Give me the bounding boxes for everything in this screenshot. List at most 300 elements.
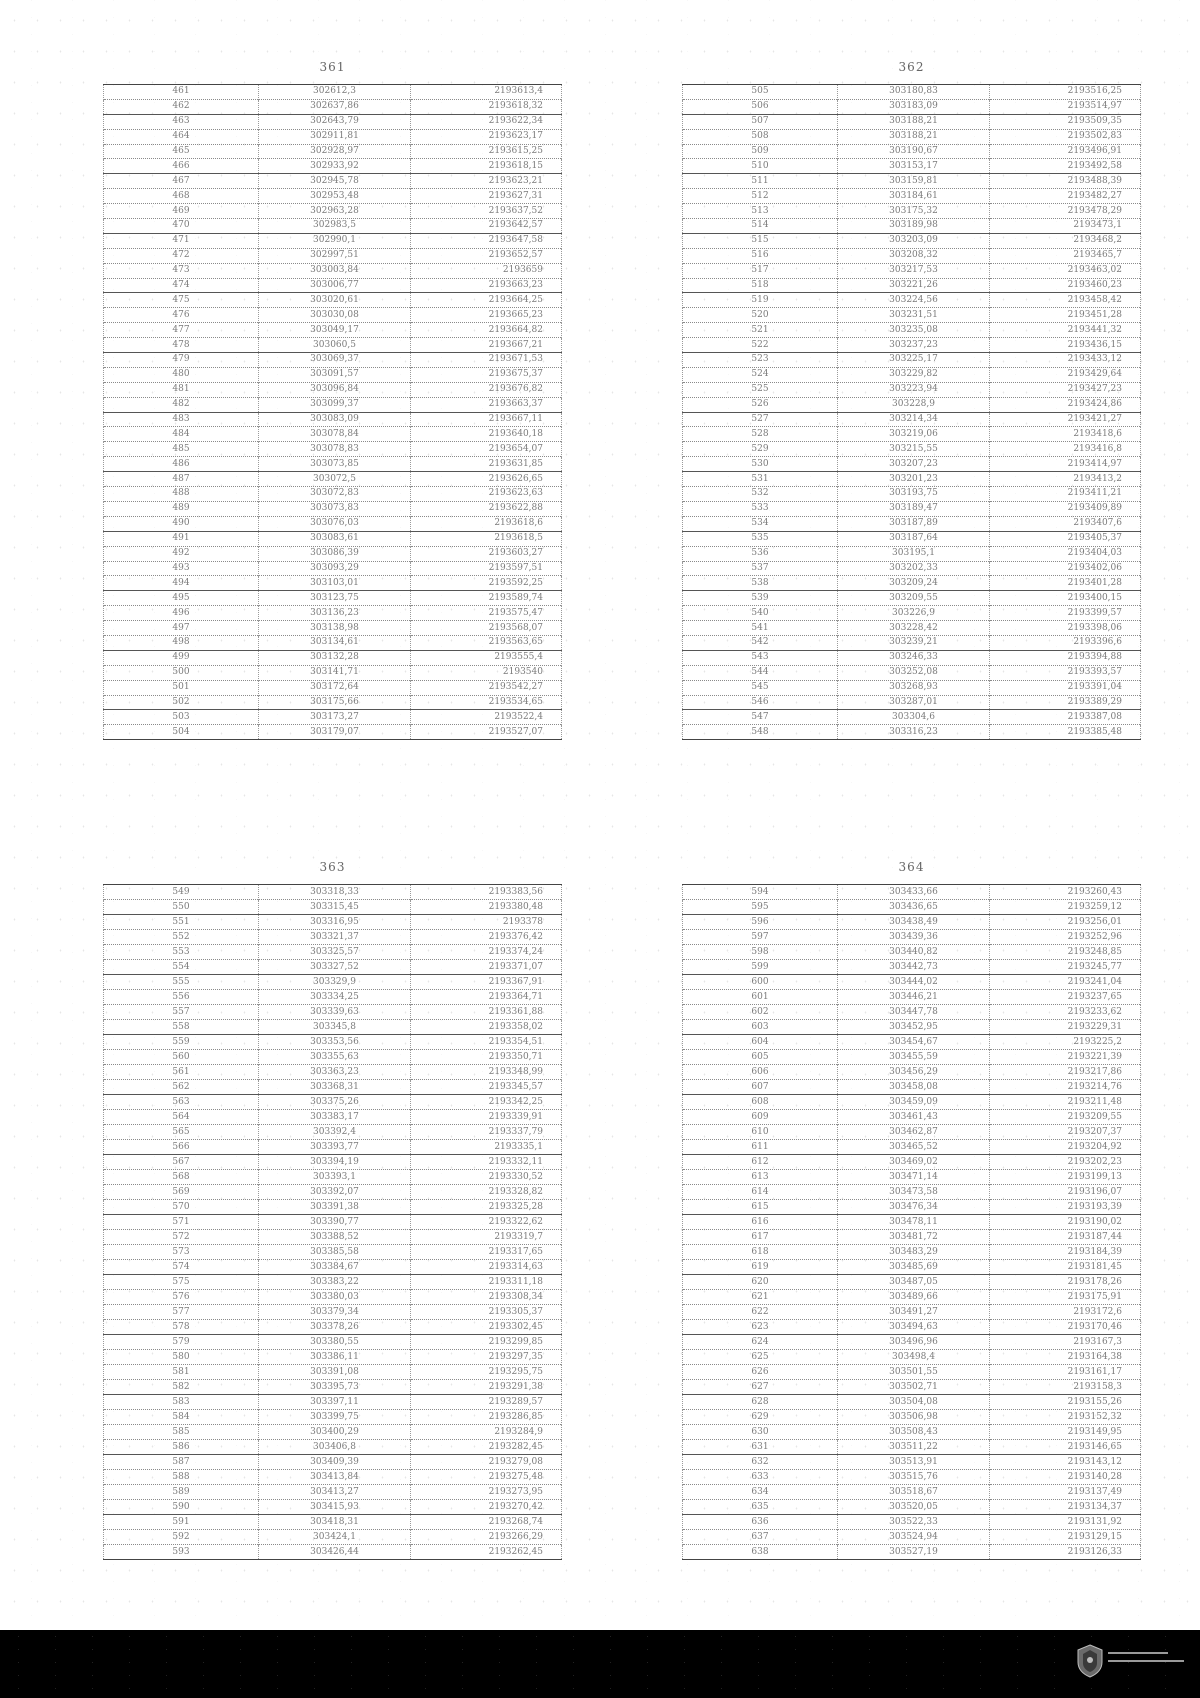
y-coordinate-cell: 2193328,82 [411, 1185, 562, 1200]
point-number-cell: 627 [683, 1380, 838, 1395]
y-coordinate-cell: 2193516,25 [990, 85, 1141, 100]
x-coordinate-cell: 303203,09 [838, 233, 990, 248]
y-coordinate-cell: 2193164,38 [990, 1350, 1141, 1365]
point-number-cell: 462 [104, 99, 259, 114]
y-coordinate-cell: 2193211,48 [990, 1095, 1141, 1110]
point-number-cell: 633 [683, 1470, 838, 1485]
point-number-cell: 638 [683, 1545, 838, 1560]
y-coordinate-cell: 2193241,04 [990, 975, 1141, 990]
point-number-cell: 477 [104, 323, 259, 338]
point-number-cell: 524 [683, 367, 838, 382]
y-coordinate-cell: 2193627,31 [411, 189, 562, 204]
y-coordinate-cell: 2193492,58 [990, 159, 1141, 174]
table-row [104, 129, 562, 144]
table-row [104, 1380, 562, 1395]
y-coordinate-cell: 2193348,99 [411, 1065, 562, 1080]
page-number: 362 [898, 60, 925, 74]
table-row [104, 1425, 562, 1440]
table-row [104, 204, 562, 219]
point-number-cell: 579 [104, 1335, 259, 1350]
table-row [104, 1140, 562, 1155]
x-coordinate-cell: 303390,77 [259, 1215, 411, 1230]
table-row [683, 114, 1141, 129]
x-coordinate-cell: 303078,83 [259, 442, 411, 457]
point-number-cell: 516 [683, 248, 838, 263]
y-coordinate-cell: 2193289,57 [411, 1395, 562, 1410]
table-row [104, 1530, 562, 1545]
x-coordinate-cell: 303522,33 [838, 1515, 990, 1530]
point-number-cell: 510 [683, 159, 838, 174]
table-row [683, 174, 1141, 189]
x-coordinate-cell: 303454,67 [838, 1035, 990, 1050]
point-number-cell: 567 [104, 1155, 259, 1170]
point-number-cell: 555 [104, 975, 259, 990]
x-coordinate-cell: 303527,19 [838, 1545, 990, 1560]
table-row [683, 665, 1141, 680]
point-number-cell: 565 [104, 1125, 259, 1140]
point-number-cell: 612 [683, 1155, 838, 1170]
y-coordinate-cell: 2193626,65 [411, 472, 562, 487]
table-row [104, 960, 562, 975]
y-coordinate-cell: 2193273,95 [411, 1485, 562, 1500]
table-row [104, 323, 562, 338]
table-row [683, 1215, 1141, 1230]
page-block-361 [103, 50, 562, 740]
table-row [683, 621, 1141, 636]
table-row [104, 1095, 562, 1110]
x-coordinate-cell: 303392,07 [259, 1185, 411, 1200]
y-coordinate-cell: 2193667,11 [411, 412, 562, 427]
x-coordinate-cell: 303091,57 [259, 367, 411, 382]
point-number-cell: 461 [104, 85, 259, 100]
table-row [683, 1290, 1141, 1305]
x-coordinate-cell: 303392,4 [259, 1125, 411, 1140]
y-coordinate-cell: 2193555,4 [411, 650, 562, 665]
table-row [683, 516, 1141, 531]
point-number-cell: 570 [104, 1200, 259, 1215]
point-number-cell: 602 [683, 1005, 838, 1020]
coordinate-table-body [104, 885, 562, 1560]
y-coordinate-cell: 2193317,65 [411, 1245, 562, 1260]
x-coordinate-cell: 303439,36 [838, 930, 990, 945]
x-coordinate-cell: 303355,63 [259, 1050, 411, 1065]
point-number-cell: 466 [104, 159, 259, 174]
table-row [104, 975, 562, 990]
table-row [683, 680, 1141, 695]
y-coordinate-cell: 2193592,25 [411, 576, 562, 591]
table-row [104, 427, 562, 442]
point-number-cell: 496 [104, 606, 259, 621]
point-number-cell: 595 [683, 900, 838, 915]
y-coordinate-cell: 2193268,74 [411, 1515, 562, 1530]
y-coordinate-cell: 2193187,44 [990, 1230, 1141, 1245]
y-coordinate-cell: 2193647,58 [411, 233, 562, 248]
y-coordinate-cell: 2193354,51 [411, 1035, 562, 1050]
x-coordinate-cell: 302997,51 [259, 248, 411, 263]
y-coordinate-cell: 2193622,34 [411, 114, 562, 129]
table-row [104, 1065, 562, 1080]
y-coordinate-cell: 2193416,8 [990, 442, 1141, 457]
y-coordinate-cell: 2193364,71 [411, 990, 562, 1005]
y-coordinate-cell: 2193391,04 [990, 680, 1141, 695]
x-coordinate-cell: 303456,29 [838, 1065, 990, 1080]
y-coordinate-cell: 2193339,91 [411, 1110, 562, 1125]
y-coordinate-cell: 2193322,62 [411, 1215, 562, 1230]
x-coordinate-cell: 302928,97 [259, 144, 411, 159]
y-coordinate-cell: 2193482,27 [990, 189, 1141, 204]
x-coordinate-cell: 303481,72 [838, 1230, 990, 1245]
x-coordinate-cell: 303520,05 [838, 1500, 990, 1515]
point-number-cell: 499 [104, 650, 259, 665]
point-number-cell: 521 [683, 323, 838, 338]
point-number-cell: 469 [104, 204, 259, 219]
point-number-cell: 621 [683, 1290, 838, 1305]
x-coordinate-cell: 303339,63 [259, 1005, 411, 1020]
table-row [683, 1545, 1141, 1560]
y-coordinate-cell: 2193297,35 [411, 1350, 562, 1365]
scan-footer-band [0, 1630, 1200, 1698]
table-row [104, 1515, 562, 1530]
point-number-cell: 605 [683, 1050, 838, 1065]
point-number-cell: 558 [104, 1020, 259, 1035]
table-row [104, 263, 562, 278]
point-number-cell: 543 [683, 650, 838, 665]
table-row [683, 487, 1141, 502]
y-coordinate-cell: 2193143,12 [990, 1455, 1141, 1470]
x-coordinate-cell: 303397,11 [259, 1395, 411, 1410]
y-coordinate-cell: 2193659 [411, 263, 562, 278]
x-coordinate-cell: 303444,02 [838, 975, 990, 990]
y-coordinate-cell: 2193380,48 [411, 900, 562, 915]
table-row [683, 975, 1141, 990]
x-coordinate-cell: 303006,77 [259, 278, 411, 293]
y-coordinate-cell: 2193534,65 [411, 695, 562, 710]
y-coordinate-cell: 2193374,24 [411, 945, 562, 960]
y-coordinate-cell: 2193385,48 [990, 725, 1141, 740]
point-number-cell: 569 [104, 1185, 259, 1200]
x-coordinate-cell: 303471,14 [838, 1170, 990, 1185]
point-number-cell: 618 [683, 1245, 838, 1260]
point-number-cell: 486 [104, 457, 259, 472]
table-row [683, 1395, 1141, 1410]
x-coordinate-cell: 303316,23 [838, 725, 990, 740]
table-row [683, 1185, 1141, 1200]
point-number-cell: 518 [683, 278, 838, 293]
x-coordinate-cell: 303201,23 [838, 472, 990, 487]
x-coordinate-cell: 303318,33 [259, 885, 411, 900]
y-coordinate-cell: 2193522,4 [411, 710, 562, 725]
point-number-cell: 465 [104, 144, 259, 159]
point-number-cell: 623 [683, 1320, 838, 1335]
coordinate-table [682, 84, 1141, 740]
x-coordinate-cell: 303060,5 [259, 338, 411, 353]
y-coordinate-cell: 2193509,35 [990, 114, 1141, 129]
y-coordinate-cell: 2193305,37 [411, 1305, 562, 1320]
x-coordinate-cell: 303209,24 [838, 576, 990, 591]
x-coordinate-cell: 303406,8 [259, 1440, 411, 1455]
y-coordinate-cell: 2193361,88 [411, 1005, 562, 1020]
point-number-cell: 615 [683, 1200, 838, 1215]
point-number-cell: 490 [104, 516, 259, 531]
y-coordinate-cell: 2193568,07 [411, 621, 562, 636]
y-coordinate-cell: 2193597,51 [411, 561, 562, 576]
x-coordinate-cell: 303123,75 [259, 591, 411, 606]
y-coordinate-cell: 2193260,43 [990, 885, 1141, 900]
x-coordinate-cell: 303513,91 [838, 1455, 990, 1470]
y-coordinate-cell: 2193140,28 [990, 1470, 1141, 1485]
table-row [104, 606, 562, 621]
y-coordinate-cell: 2193676,82 [411, 382, 562, 397]
table-row [104, 1080, 562, 1095]
coordinate-table [103, 84, 562, 740]
y-coordinate-cell: 2193383,56 [411, 885, 562, 900]
y-coordinate-cell: 2193404,03 [990, 546, 1141, 561]
y-coordinate-cell: 2193514,97 [990, 99, 1141, 114]
point-number-cell: 546 [683, 695, 838, 710]
y-coordinate-cell: 2193126,33 [990, 1545, 1141, 1560]
y-coordinate-cell: 2193308,34 [411, 1290, 562, 1305]
y-coordinate-cell: 2193345,57 [411, 1080, 562, 1095]
y-coordinate-cell: 2193654,07 [411, 442, 562, 457]
point-number-cell: 609 [683, 1110, 838, 1125]
point-number-cell: 527 [683, 412, 838, 427]
point-number-cell: 474 [104, 278, 259, 293]
page-block-362 [682, 50, 1141, 740]
point-number-cell: 539 [683, 591, 838, 606]
table-row [683, 561, 1141, 576]
table-row [683, 900, 1141, 915]
x-coordinate-cell: 303491,27 [838, 1305, 990, 1320]
table-row [683, 129, 1141, 144]
table-row [683, 650, 1141, 665]
y-coordinate-cell: 2193663,37 [411, 397, 562, 412]
point-number-cell: 470 [104, 219, 259, 234]
x-coordinate-cell: 303455,59 [838, 1050, 990, 1065]
table-row [683, 248, 1141, 263]
x-coordinate-cell: 303393,77 [259, 1140, 411, 1155]
point-number-cell: 628 [683, 1395, 838, 1410]
table-row [104, 85, 562, 100]
point-number-cell: 577 [104, 1305, 259, 1320]
x-coordinate-cell: 303325,57 [259, 945, 411, 960]
table-row [683, 930, 1141, 945]
table-row [104, 472, 562, 487]
table-row [104, 189, 562, 204]
point-number-cell: 598 [683, 945, 838, 960]
y-coordinate-cell: 2193613,4 [411, 85, 562, 100]
x-coordinate-cell: 303413,27 [259, 1485, 411, 1500]
coordinate-table [682, 884, 1141, 1560]
table-row [683, 591, 1141, 606]
y-coordinate-cell: 2193478,29 [990, 204, 1141, 219]
x-coordinate-cell: 303072,83 [259, 487, 411, 502]
point-number-cell: 626 [683, 1365, 838, 1380]
y-coordinate-cell: 2193256,01 [990, 915, 1141, 930]
table-row [104, 1125, 562, 1140]
table-row [683, 263, 1141, 278]
x-coordinate-cell: 303424,1 [259, 1530, 411, 1545]
point-number-cell: 517 [683, 263, 838, 278]
table-row [104, 1185, 562, 1200]
y-coordinate-cell: 2193396,6 [990, 635, 1141, 650]
table-row [104, 1215, 562, 1230]
table-row [104, 338, 562, 353]
table-row [104, 1500, 562, 1515]
x-coordinate-cell: 303446,21 [838, 990, 990, 1005]
y-coordinate-cell: 2193451,28 [990, 308, 1141, 323]
y-coordinate-cell: 2193170,46 [990, 1320, 1141, 1335]
table-row [683, 1065, 1141, 1080]
point-number-cell: 632 [683, 1455, 838, 1470]
x-coordinate-cell: 303385,58 [259, 1245, 411, 1260]
y-coordinate-cell: 2193405,37 [990, 531, 1141, 546]
x-coordinate-cell: 303078,84 [259, 427, 411, 442]
x-coordinate-cell: 303415,93 [259, 1500, 411, 1515]
table-row [104, 650, 562, 665]
table-row [683, 278, 1141, 293]
point-number-cell: 592 [104, 1530, 259, 1545]
x-coordinate-cell: 303489,66 [838, 1290, 990, 1305]
point-number-cell: 495 [104, 591, 259, 606]
x-coordinate-cell: 303175,66 [259, 695, 411, 710]
point-number-cell: 587 [104, 1455, 259, 1470]
point-number-cell: 533 [683, 501, 838, 516]
x-coordinate-cell: 302933,92 [259, 159, 411, 174]
point-number-cell: 522 [683, 338, 838, 353]
x-coordinate-cell: 303072,5 [259, 472, 411, 487]
point-number-cell: 593 [104, 1545, 259, 1560]
y-coordinate-cell: 2193389,29 [990, 695, 1141, 710]
table-row [104, 990, 562, 1005]
y-coordinate-cell: 2193376,42 [411, 930, 562, 945]
y-coordinate-cell: 2193488,39 [990, 174, 1141, 189]
y-coordinate-cell: 2193311,18 [411, 1275, 562, 1290]
x-coordinate-cell: 303511,22 [838, 1440, 990, 1455]
x-coordinate-cell: 303394,19 [259, 1155, 411, 1170]
x-coordinate-cell: 303093,29 [259, 561, 411, 576]
x-coordinate-cell: 303316,95 [259, 915, 411, 930]
point-number-cell: 590 [104, 1500, 259, 1515]
y-coordinate-cell: 2193371,07 [411, 960, 562, 975]
table-row [683, 308, 1141, 323]
x-coordinate-cell: 303329,9 [259, 975, 411, 990]
point-number-cell: 584 [104, 1410, 259, 1425]
table-row [104, 501, 562, 516]
x-coordinate-cell: 303003,84 [259, 263, 411, 278]
x-coordinate-cell: 303188,21 [838, 129, 990, 144]
y-coordinate-cell: 2193129,15 [990, 1530, 1141, 1545]
point-number-cell: 571 [104, 1215, 259, 1230]
table-row [104, 1545, 562, 1560]
table-row [104, 1470, 562, 1485]
point-number-cell: 608 [683, 1095, 838, 1110]
point-number-cell: 604 [683, 1035, 838, 1050]
x-coordinate-cell: 302637,86 [259, 99, 411, 114]
x-coordinate-cell: 303452,95 [838, 1020, 990, 1035]
y-coordinate-cell: 2193458,42 [990, 293, 1141, 308]
point-number-cell: 634 [683, 1485, 838, 1500]
table-row [683, 1440, 1141, 1455]
point-number-cell: 500 [104, 665, 259, 680]
x-coordinate-cell: 303231,51 [838, 308, 990, 323]
x-coordinate-cell: 303485,69 [838, 1260, 990, 1275]
table-row [683, 1155, 1141, 1170]
table-row [683, 1350, 1141, 1365]
x-coordinate-cell: 303447,78 [838, 1005, 990, 1020]
y-coordinate-cell: 2193589,74 [411, 591, 562, 606]
point-number-cell: 497 [104, 621, 259, 636]
table-row [683, 1515, 1141, 1530]
x-coordinate-cell: 303496,96 [838, 1335, 990, 1350]
y-coordinate-cell: 2193623,21 [411, 174, 562, 189]
x-coordinate-cell: 303459,09 [838, 1095, 990, 1110]
x-coordinate-cell: 303440,82 [838, 945, 990, 960]
y-coordinate-cell: 2193259,12 [990, 900, 1141, 915]
x-coordinate-cell: 303189,47 [838, 501, 990, 516]
point-number-cell: 576 [104, 1290, 259, 1305]
y-coordinate-cell: 2193618,32 [411, 99, 562, 114]
point-number-cell: 505 [683, 85, 838, 100]
x-coordinate-cell: 303465,52 [838, 1140, 990, 1155]
y-coordinate-cell: 2193237,65 [990, 990, 1141, 1005]
y-coordinate-cell: 2193527,07 [411, 725, 562, 740]
x-coordinate-cell: 303379,34 [259, 1305, 411, 1320]
point-number-cell: 551 [104, 915, 259, 930]
y-coordinate-cell: 2193540 [411, 665, 562, 680]
point-number-cell: 498 [104, 635, 259, 650]
point-number-cell: 585 [104, 1425, 259, 1440]
point-number-cell: 553 [104, 945, 259, 960]
point-number-cell: 503 [104, 710, 259, 725]
page-number: 363 [319, 860, 346, 874]
table-row [683, 472, 1141, 487]
table-row [104, 1155, 562, 1170]
point-number-cell: 515 [683, 233, 838, 248]
x-coordinate-cell: 303086,39 [259, 546, 411, 561]
point-number-cell: 506 [683, 99, 838, 114]
table-row [104, 710, 562, 725]
y-coordinate-cell: 2193414,97 [990, 457, 1141, 472]
x-coordinate-cell: 303442,73 [838, 960, 990, 975]
point-number-cell: 542 [683, 635, 838, 650]
point-number-cell: 545 [683, 680, 838, 695]
table-row [104, 1050, 562, 1065]
x-coordinate-cell: 303353,56 [259, 1035, 411, 1050]
point-number-cell: 619 [683, 1260, 838, 1275]
y-coordinate-cell: 2193202,23 [990, 1155, 1141, 1170]
y-coordinate-cell: 2193175,91 [990, 1290, 1141, 1305]
x-coordinate-cell: 303246,33 [838, 650, 990, 665]
x-coordinate-cell: 303388,52 [259, 1230, 411, 1245]
point-number-cell: 580 [104, 1350, 259, 1365]
x-coordinate-cell: 303073,85 [259, 457, 411, 472]
x-coordinate-cell: 303395,73 [259, 1380, 411, 1395]
table-row [104, 382, 562, 397]
x-coordinate-cell: 303327,52 [259, 960, 411, 975]
y-coordinate-cell: 2193387,08 [990, 710, 1141, 725]
x-coordinate-cell: 302963,28 [259, 204, 411, 219]
x-coordinate-cell: 303223,94 [838, 382, 990, 397]
y-coordinate-cell: 2193291,38 [411, 1380, 562, 1395]
x-coordinate-cell: 303217,53 [838, 263, 990, 278]
table-row [683, 1005, 1141, 1020]
y-coordinate-cell: 2193302,45 [411, 1320, 562, 1335]
table-row [104, 114, 562, 129]
point-number-cell: 484 [104, 427, 259, 442]
point-number-cell: 478 [104, 338, 259, 353]
y-coordinate-cell: 2193275,48 [411, 1470, 562, 1485]
table-row [104, 1305, 562, 1320]
